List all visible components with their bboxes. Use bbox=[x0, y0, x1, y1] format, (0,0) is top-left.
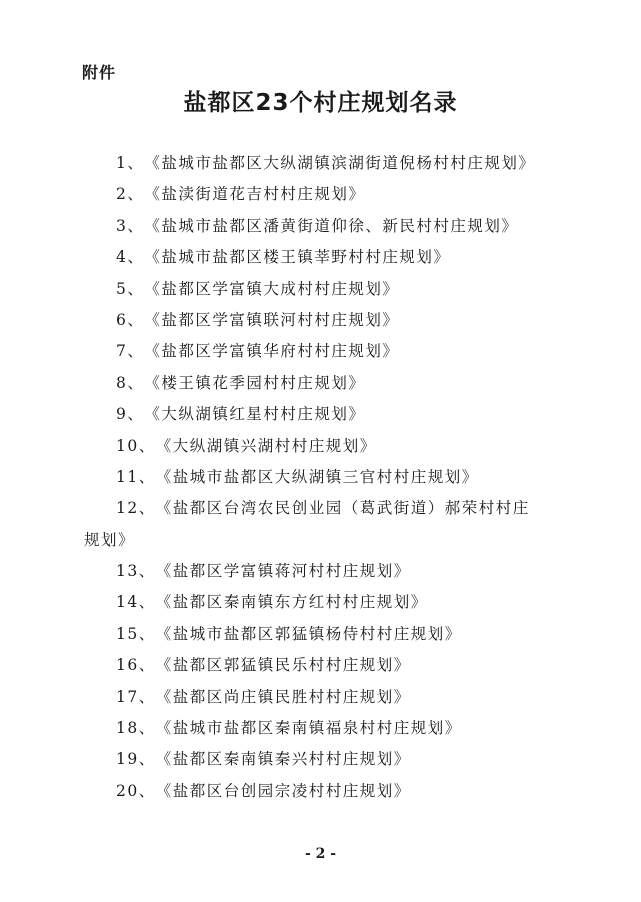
item-number: 10、 bbox=[116, 436, 156, 455]
item-title: 《盐城市盐都区郭猛镇杨侍村村庄规划》 bbox=[155, 624, 462, 643]
list-item bbox=[0, 179, 641, 210]
attachment-label: 附件 bbox=[82, 63, 117, 82]
list-item bbox=[0, 211, 641, 242]
item-title: 《盐都区尚庄镇民胜村村庄规划》 bbox=[155, 687, 411, 706]
list-item bbox=[0, 242, 641, 273]
item-title: 《盐都区秦南镇秦兴村村庄规划》 bbox=[155, 750, 411, 769]
list-item bbox=[0, 336, 641, 367]
item-number: 4、 bbox=[116, 248, 145, 267]
item-title: 《盐城市盐都区大纵湖镇三官村村庄规划》 bbox=[155, 467, 479, 486]
list-item bbox=[0, 619, 641, 650]
item-title: 《盐城市盐都区潘黄街道仰徐、新民村村庄规划》 bbox=[144, 216, 519, 235]
item-number: 19、 bbox=[116, 750, 156, 769]
list-item bbox=[0, 650, 641, 681]
item-title: 《盐都区学富镇联河村村庄规划》 bbox=[144, 310, 400, 329]
page-title: 盐都区23个村庄规划名录 bbox=[183, 90, 458, 116]
page-number: - 2 - bbox=[304, 846, 337, 862]
item-number: 8、 bbox=[116, 373, 145, 392]
item-title: 《盐都区秦南镇东方红村村庄规划》 bbox=[155, 593, 428, 612]
item-title: 《盐都区学富镇蒋河村村庄规划》 bbox=[155, 562, 411, 581]
list-item bbox=[0, 776, 641, 807]
list-item bbox=[0, 305, 641, 336]
item-title: 《大纵湖镇兴湖村村庄规划》 bbox=[155, 436, 377, 455]
item-title-continuation: 规划》 bbox=[84, 530, 136, 549]
list-item bbox=[0, 587, 641, 618]
item-title: 《盐城市盐都区秦南镇福泉村村庄规划》 bbox=[155, 719, 462, 738]
village-plan-list bbox=[0, 148, 641, 807]
item-number: 20、 bbox=[116, 781, 156, 800]
item-number: 12、 bbox=[116, 499, 156, 518]
item-number: 5、 bbox=[116, 279, 145, 298]
item-number: 2、 bbox=[116, 185, 145, 204]
item-number: 16、 bbox=[116, 656, 156, 675]
item-title: 《盐都区台创园宗凌村村庄规划》 bbox=[155, 781, 411, 800]
list-item bbox=[0, 556, 641, 587]
item-title: 《盐城市盐都区大纵湖镇滨湖街道倪杨村村庄规划》 bbox=[144, 154, 536, 172]
item-number: 13、 bbox=[116, 562, 156, 581]
list-item bbox=[0, 274, 641, 305]
item-number: 1、 bbox=[116, 154, 145, 172]
list-item bbox=[0, 148, 641, 179]
item-number: 14、 bbox=[116, 593, 156, 612]
item-number: 15、 bbox=[116, 624, 156, 643]
item-title: 《盐渎街道花吉村村庄规划》 bbox=[144, 185, 366, 204]
list-item bbox=[0, 399, 641, 430]
item-number: 18、 bbox=[116, 719, 156, 738]
list-item bbox=[0, 431, 641, 462]
list-item bbox=[0, 713, 641, 744]
list-item bbox=[0, 462, 641, 493]
item-title: 《盐都区学富镇大成村村庄规划》 bbox=[144, 279, 400, 298]
item-number: 11、 bbox=[116, 467, 156, 486]
list-item bbox=[0, 682, 641, 713]
item-number: 6、 bbox=[116, 310, 145, 329]
list-item bbox=[0, 493, 641, 524]
item-title: 《楼王镇花季园村村庄规划》 bbox=[144, 373, 366, 392]
item-number: 17、 bbox=[116, 687, 156, 706]
item-title: 《盐都区台湾农民创业园（葛武街道）郝荣村村庄 bbox=[155, 499, 530, 518]
item-title: 《盐都区郭猛镇民乐村村庄规划》 bbox=[155, 656, 411, 675]
item-title: 《大纵湖镇红星村村庄规划》 bbox=[144, 405, 366, 424]
list-item bbox=[0, 744, 641, 775]
list-item bbox=[0, 368, 641, 399]
item-number: 9、 bbox=[116, 405, 145, 424]
item-title: 《盐都区学富镇华府村村庄规划》 bbox=[144, 342, 400, 361]
item-number: 7、 bbox=[116, 342, 145, 361]
list-item-continuation bbox=[0, 525, 641, 556]
item-title: 《盐城市盐都区楼王镇莘野村村庄规划》 bbox=[144, 248, 451, 267]
item-number: 3、 bbox=[116, 216, 145, 235]
